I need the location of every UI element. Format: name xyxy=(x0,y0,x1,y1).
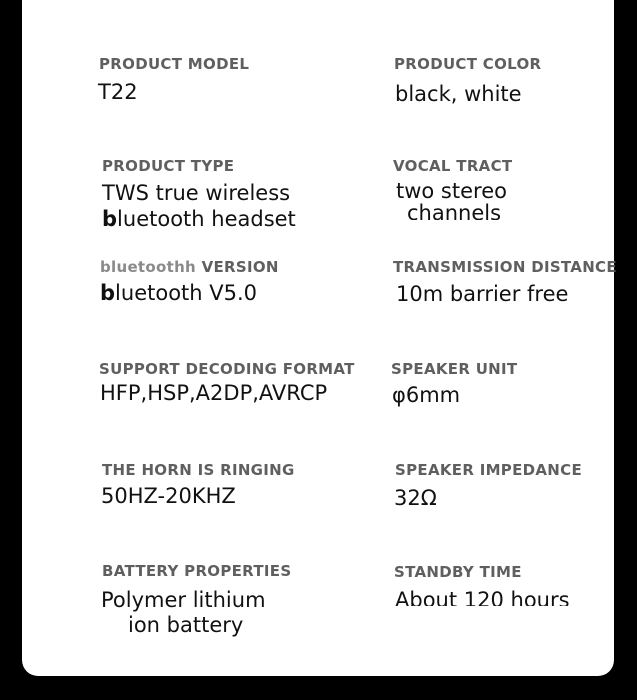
vocal-tract-value-line2: channels xyxy=(407,201,502,220)
bluetooth-version-label-lite: bluetoothh xyxy=(100,258,197,276)
product-type-bold-b: b xyxy=(102,207,118,231)
battery-properties-label: BATTERY PROPERTIES xyxy=(102,562,292,580)
bluetooth-version-label xyxy=(100,258,279,276)
speaker-unit-value: φ6mm xyxy=(392,383,461,407)
bluetooth-version-bold-b: b xyxy=(100,281,116,305)
speaker-unit-label: SPEAKER UNIT xyxy=(391,360,518,378)
bluetooth-version-label-rest: VERSION xyxy=(201,258,279,276)
spec-card xyxy=(22,0,617,676)
product-type-value-line1: TWS true wireless xyxy=(102,181,291,205)
transmission-distance-label: TRANSMISSION DISTANCE xyxy=(393,258,617,276)
product-color-label: PRODUCT COLOR xyxy=(394,55,542,73)
product-type-value-line2 xyxy=(102,206,296,232)
decoding-format-value: HFP,HSP,A2DP,AVRCP xyxy=(100,381,328,405)
product-color-value: black, white xyxy=(395,82,522,106)
battery-properties-value-line2: ion battery xyxy=(128,613,244,637)
standby-time-value: About 120 hours xyxy=(395,588,570,606)
product-model-value: T22 xyxy=(98,80,138,104)
speaker-impedance-label: SPEAKER IMPEDANCE xyxy=(395,461,583,479)
bluetooth-version-value xyxy=(100,280,257,306)
product-model-label: PRODUCT MODEL xyxy=(99,55,250,73)
bluetooth-version-rest: luetooth V5.0 xyxy=(115,281,258,305)
standby-time-label: STANDBY TIME xyxy=(394,563,522,581)
decoding-format-label: SUPPORT DECODING FORMAT xyxy=(99,360,355,378)
vocal-tract-value-line1: two stereo xyxy=(396,179,507,203)
transmission-distance-value: 10m barrier free xyxy=(396,282,569,306)
product-type-rest: luetooth headset xyxy=(117,207,296,231)
horn-ringing-value: 50HZ-20KHZ xyxy=(101,484,236,508)
speaker-impedance-value: 32Ω xyxy=(394,486,437,510)
battery-properties-value-line1: Polymer lithium xyxy=(101,588,266,612)
horn-ringing-label: THE HORN IS RINGING xyxy=(102,461,295,479)
vocal-tract-label: VOCAL TRACT xyxy=(393,157,513,175)
product-type-label: PRODUCT TYPE xyxy=(102,157,235,175)
